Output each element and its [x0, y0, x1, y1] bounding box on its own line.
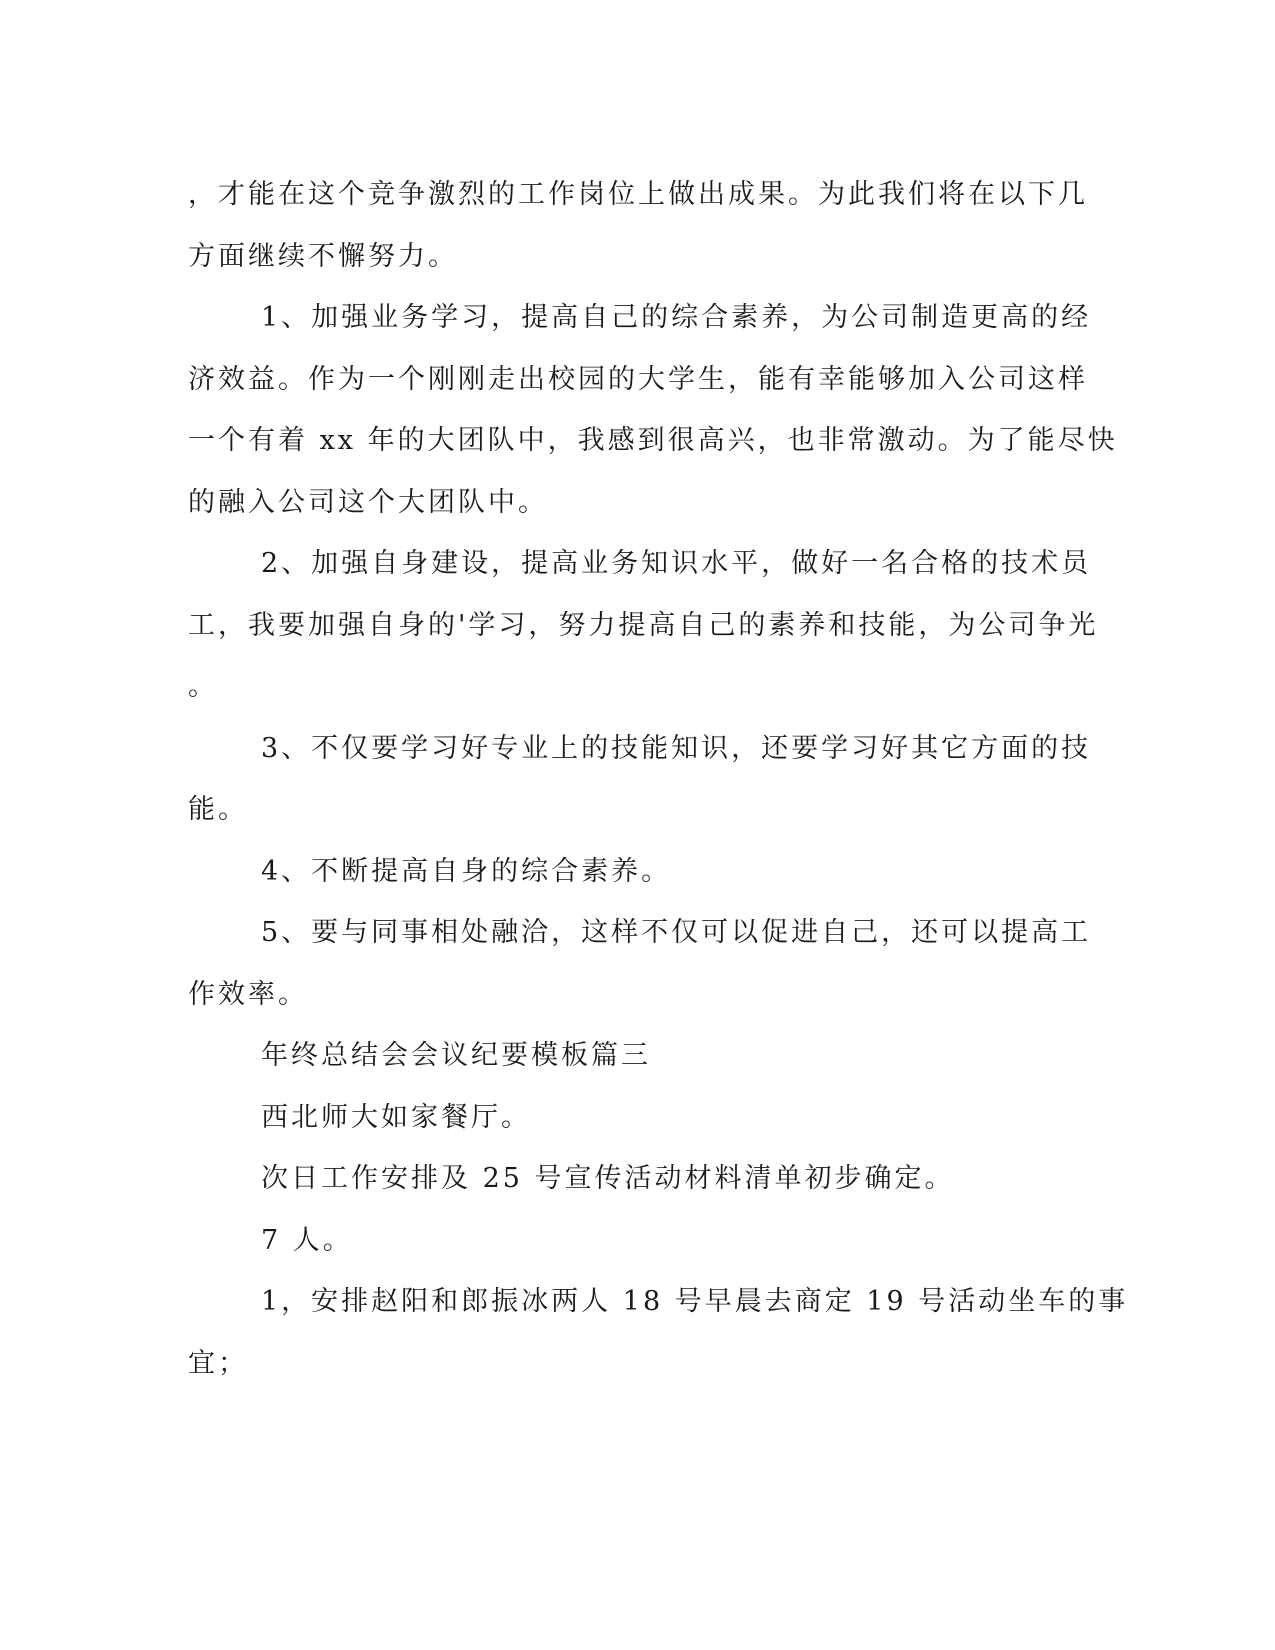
text-line: 能。 — [188, 794, 248, 825]
section-heading: 年终总结会会议纪要模板篇三 — [261, 1040, 651, 1071]
text-line: 作效率。 — [188, 978, 308, 1010]
text-line: 宜； — [188, 1347, 248, 1379]
text-line: ，才能在这个竞争激烈的工作岗位上做出成果。为此我们将在以下几 — [188, 179, 1088, 210]
text-line: 4、不断提高自身的综合素养。 — [261, 855, 672, 887]
text-line: 2、加强自身建设，提高业务知识水平，做好一名合格的技术员 — [261, 548, 1092, 579]
text-line: 济效益。作为一个刚刚走出校园的大学生，能有幸能够加入公司这样 — [188, 363, 1088, 395]
text-line: 方面继续不懈努力。 — [188, 240, 458, 272]
text-line: 。 — [188, 671, 218, 702]
text-line: 7 人。 — [261, 1224, 353, 1256]
document-body — [188, 164, 1129, 1394]
text-line: 1，安排赵阳和郎振冰两人 18 号早晨去商定 19 号活动坐车的事 — [261, 1286, 1129, 1317]
text-line: 的融入公司这个大团队中。 — [188, 486, 548, 518]
text-line: 5、要与同事相处融洽，这样不仅可以促进自己，还可以提高工 — [261, 917, 1092, 948]
text-line: 1、加强业务学习，提高自己的综合素养，为公司制造更高的经 — [261, 302, 1092, 333]
text-line: 次日工作安排及 25 号宣传活动材料清单初步确定。 — [261, 1163, 955, 1194]
text-line: 西北师大如家餐厅。 — [261, 1101, 531, 1133]
text-line: 3、不仅要学习好专业上的技能知识，还要学习好其它方面的技 — [261, 732, 1092, 764]
text-line: 一个有着 xx 年的大团队中，我感到很高兴，也非常激动。为了能尽快 — [188, 425, 1118, 456]
text-line: 工，我要加强自身的'学习，努力提高自己的素养和技能，为公司争光 — [188, 609, 1099, 641]
